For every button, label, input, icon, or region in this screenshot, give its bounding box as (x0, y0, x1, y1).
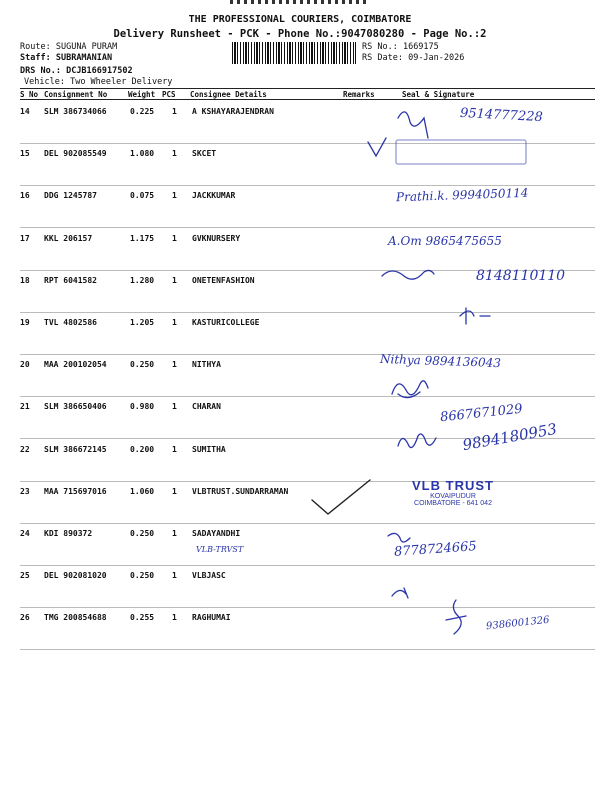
signature-phone: 8667671029 (439, 401, 524, 426)
cell-sno: 17 (20, 233, 30, 243)
cell-consignee: GVKNURSERY (192, 233, 241, 243)
cell-sno: 26 (20, 613, 30, 623)
tick-mark (312, 480, 370, 514)
cell-consignee: SKCET (192, 149, 217, 159)
scribble-signature (446, 600, 466, 634)
col-consignee: Consignee Details (190, 90, 267, 99)
cell-pcs: 1 (172, 275, 177, 285)
signature-phone: 9894180953 (461, 419, 559, 455)
rs-no-value: 1669175 (402, 42, 439, 52)
cell-pcs: 1 (172, 486, 177, 496)
cell-consignee: A KSHAYARAJENDRAN (192, 107, 274, 116)
cell-consignment: RPT 6041582 (44, 275, 97, 285)
cell-consignee: CHARAN (192, 402, 221, 412)
signature-phone: Nithya 9894136043 (379, 351, 502, 371)
cell-consignee: ONETENFASHION (192, 275, 255, 285)
cell-consignment: TMG 200854688 (44, 613, 107, 623)
cell-weight: 0.255 (130, 613, 155, 623)
cell-consignment: KDI 890372 (44, 529, 93, 538)
cell-pcs: 1 (172, 191, 177, 201)
cell-sno: 24 (20, 529, 30, 538)
cell-weight: 1.280 (130, 275, 155, 285)
vlb-trust-stamp: VLB TRUST KOVAIPUDUR COIMBATORE - 641 042 (412, 478, 494, 507)
cell-consignment: SLM 386650406 (44, 402, 107, 412)
cell-consignment: DDG 1245787 (44, 191, 97, 201)
cell-consignee: NITHYA (192, 360, 221, 370)
runsheet-title: Delivery Runsheet - PCK - Phone No.:9047080280 - Page No.:2 (113, 28, 487, 40)
company-name: THE PROFESSIONAL COURIERS, COIMBATORE (188, 14, 412, 25)
rs-no-line: RS No.: 1669175 (362, 42, 439, 52)
signature-phone: 8148110110 (476, 268, 566, 284)
cell-sno: 16 (20, 191, 30, 201)
vehicle-value: Two Wheeler Delivery (70, 77, 173, 87)
cell-consignment: DEL 902085549 (44, 149, 107, 159)
staff-line: Staff: SUBRAMANIAN (20, 53, 113, 63)
signature-phone: 9514777228 (459, 105, 544, 126)
cell-pcs: 1 (172, 107, 177, 116)
scribble-signature (392, 381, 428, 398)
col-seal-signature: Seal & Signature (402, 90, 475, 99)
cell-pcs: 1 (172, 360, 177, 370)
scribble-signature (398, 112, 428, 138)
cell-weight: 0.250 (130, 360, 155, 370)
col-sno: S No (20, 90, 39, 99)
route-line: Route: SUGUNA PURAM (20, 42, 118, 52)
rubber-stamp-box (396, 140, 526, 164)
rs-date-line: RS Date: 09-Jan-2026 (362, 53, 465, 63)
signature-phone: 8778724665 (393, 539, 478, 560)
drs-line: DRS No.: DCJB166917502 (20, 66, 133, 76)
cell-weight: 1.080 (130, 149, 155, 159)
cell-pcs: 1 (172, 571, 177, 581)
signature-phone: A.Om 9865475655 (388, 234, 502, 248)
cell-consignment: SLM 386734066 (44, 107, 107, 116)
cell-weight: 1.205 (130, 318, 155, 327)
cell-sno: 14 (20, 107, 30, 116)
cell-weight: 0.225 (130, 107, 155, 116)
cell-consignee: RAGHUMAI (192, 613, 231, 623)
scribble-signature (368, 138, 386, 156)
cell-consignment: MAA 715697016 (44, 486, 107, 496)
cell-consignment: DEL 902081020 (44, 571, 107, 581)
cell-consignee: VLBTRUST.SUNDARRAMAN (192, 486, 289, 496)
cell-sno: 23 (20, 486, 30, 496)
cell-weight: 0.200 (130, 444, 155, 454)
cell-sno: 25 (20, 571, 30, 581)
scribble-signature (382, 270, 434, 279)
cell-pcs: 1 (172, 318, 177, 327)
cell-consignment: TVL 4802586 (44, 318, 97, 327)
cell-sno: 22 (20, 444, 30, 454)
route-value: SUGUNA PURAM (55, 42, 118, 52)
scribble-signature (460, 308, 490, 324)
vehicle-line: Vehicle: Two Wheeler Delivery (24, 77, 173, 87)
cell-weight: 1.175 (130, 233, 155, 243)
signature-phone: Prathi.k. 9994050114 (395, 185, 529, 205)
staff-value: SUBRAMANIAN (55, 53, 113, 63)
cell-consignee: VLBJASC (192, 571, 226, 581)
cell-consignment: MAA 200102054 (44, 360, 107, 370)
cell-consignee: SADAYANDHI (192, 529, 241, 538)
cell-consignee: JACKKUMAR (192, 191, 236, 201)
cell-pcs: 1 (172, 149, 177, 159)
cell-pcs: 1 (172, 402, 177, 412)
rs-date-value: 09-Jan-2026 (408, 53, 465, 63)
cell-consignment: SLM 386672145 (44, 444, 107, 454)
col-consignment: Consignment No (44, 90, 108, 99)
cell-sno: 20 (20, 360, 30, 370)
cell-sno: 21 (20, 402, 30, 412)
signature-phone: 9386001326 (485, 614, 551, 633)
scribble-signature (392, 588, 408, 598)
cell-pcs: 1 (172, 444, 177, 454)
drs-value: DCJB166917502 (66, 66, 133, 76)
cell-weight: 0.075 (130, 191, 155, 201)
cell-consignee: SUMITHA (192, 444, 226, 454)
col-pcs: PCS (162, 90, 176, 99)
cell-pcs: 1 (172, 613, 177, 623)
col-remarks: Remarks (343, 90, 375, 99)
cell-sno: 19 (20, 318, 30, 327)
cell-pcs: 1 (172, 233, 177, 243)
cell-weight: 1.060 (130, 486, 155, 496)
cell-consignment: KKL 206157 (44, 233, 93, 243)
cell-sno: 15 (20, 149, 30, 159)
cell-sno: 18 (20, 275, 30, 285)
col-weight: Weight (128, 90, 156, 99)
cell-weight: 0.250 (130, 529, 155, 538)
cell-weight: 0.250 (130, 571, 155, 581)
handwritten-note: VLB-TRVST (196, 545, 244, 554)
cell-pcs: 1 (172, 529, 177, 538)
cell-consignee: KASTURICOLLEGE (192, 318, 260, 327)
cell-weight: 0.980 (130, 402, 155, 412)
scribble-signature (398, 434, 436, 448)
scribble-signature (388, 533, 410, 542)
